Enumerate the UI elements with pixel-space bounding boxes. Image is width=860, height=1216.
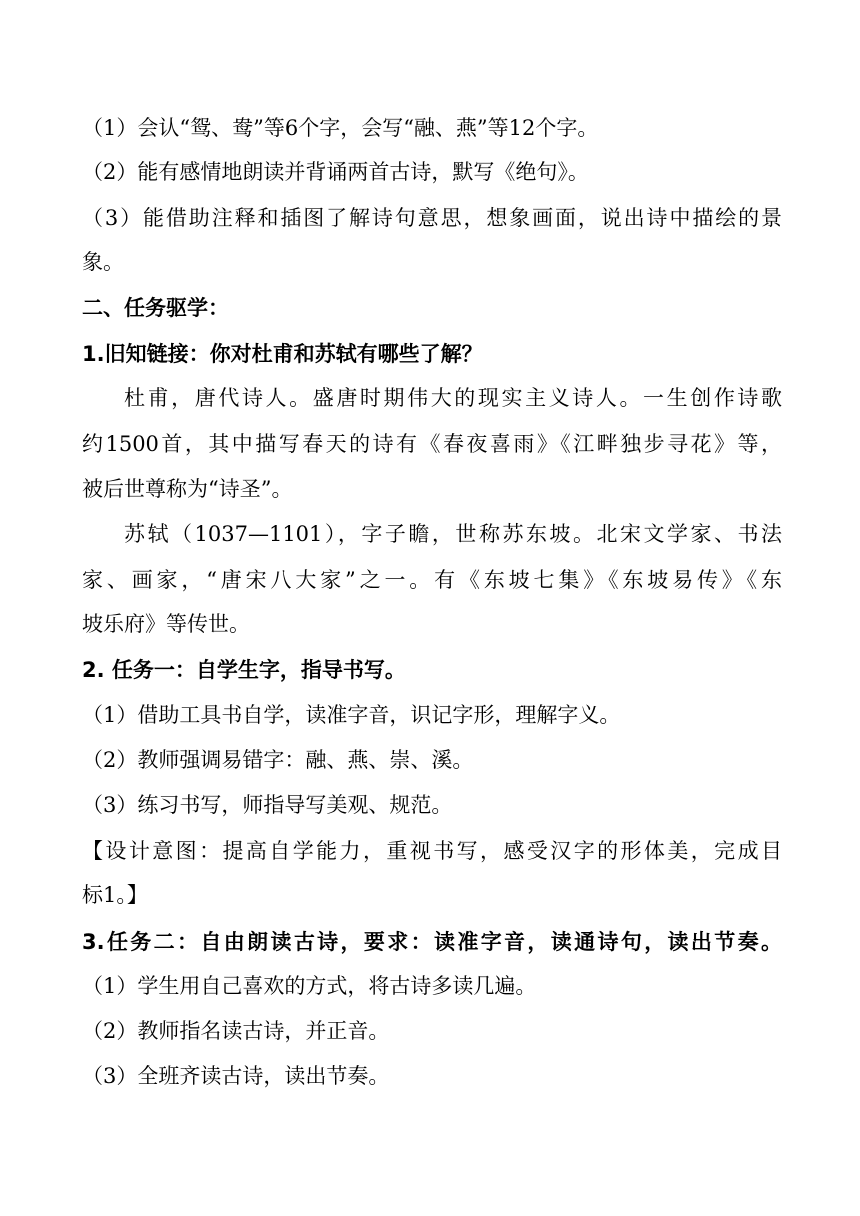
dufu-para-line-2: 约1500首，其中描写春天的诗有《春夜喜雨》《江畔独步寻花》等， [82, 432, 782, 456]
task-2-heading: 3.任务二：自由朗读古诗，要求：读准字音，读通诗句，读出节奏。 [82, 930, 782, 954]
task-1-step-3: （3）练习书写，师指导写美观、规范。 [82, 793, 453, 817]
task-1-heading: 2. 任务一：自学生字，指导书写。 [82, 658, 406, 682]
goal-2: （2）能有感情地朗读并背诵两首古诗，默写《绝句》。 [82, 160, 589, 184]
goal-3: （3）能借助注释和插图了解诗句意思，想象画面，说出诗中描绘的景 [82, 206, 782, 230]
design-intent-line-1: 【设计意图：提高自学能力，重视书写，感受汉字的形体美，完成目 [82, 839, 782, 863]
sushi-para-line-2: 家、画家，“唐宋八大家”之一。有《东坡七集》《东坡易传》《东 [82, 568, 782, 592]
task-1-step-1: （1）借助工具书自学，读准字音，识记字形，理解字义。 [82, 703, 621, 727]
task-2-step-3: （3）全班齐读古诗，读出节奏。 [82, 1064, 390, 1088]
task-0-heading: 1.旧知链接：你对杜甫和苏轼有哪些了解？ [82, 342, 483, 366]
task-2-step-2: （2）教师指名读古诗，并正音。 [82, 1019, 390, 1043]
design-intent-line-2: 标1。】 [82, 883, 148, 907]
dufu-para-line-1: 杜甫，唐代诗人。盛唐时期伟大的现实主义诗人。一生创作诗歌 [124, 386, 782, 410]
sushi-para-line-3: 坡乐府》等传世。 [82, 612, 250, 636]
sushi-para-line-1: 苏轼（1037—1101），字子瞻，世称苏东坡。北宋文学家、书法 [124, 522, 782, 546]
goal-1: （1）会认“鸳、鸯”等6个字，会写“融、燕”等12个字。 [82, 116, 599, 140]
dufu-para-line-3: 被后世尊称为“诗圣”。 [82, 477, 293, 501]
task-2-step-1: （1）学生用自己喜欢的方式，将古诗多读几遍。 [82, 974, 537, 998]
section-heading: 二、任务驱学： [82, 296, 229, 320]
goal-3-cont: 象。 [82, 250, 124, 274]
task-1-step-2: （2）教师强调易错字：融、燕、崇、溪。 [82, 748, 474, 772]
